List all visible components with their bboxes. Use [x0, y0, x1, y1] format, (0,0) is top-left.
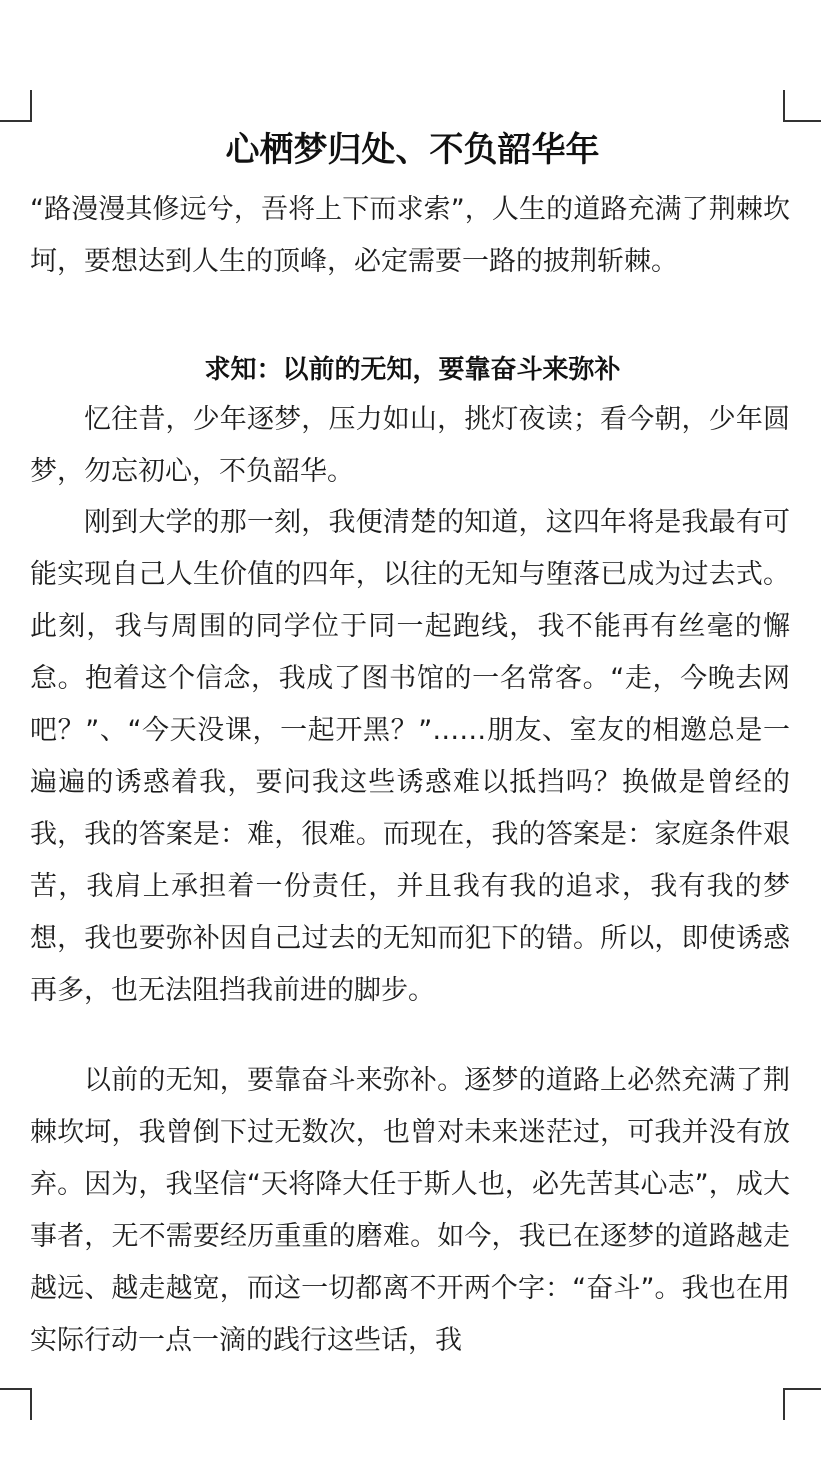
page-corner-mark-top-right [783, 90, 821, 122]
document-title: 心栖梦归处、不负韶华年 [225, 130, 600, 170]
intro-paragraph: “路漫漫其修远兮，吾将上下而求索”，人生的道路充满了荆棘坎坷，要想达到人生的顶峰，必定需要一路的披荆斩棘。 [30, 194, 790, 277]
page-corner-mark-top-left [0, 90, 32, 122]
body-paragraph-2: 刚到大学的那一刻，我便清楚的知道，这四年将是我最有可能实现自己人生价值的四年，以往的无知与堕落已成为过去式。此刻，我与周围的同学位于同一起跑线，我不能再有丝毫的懈怠。抱着这个信念，我成了图书馆的一名常客。“走，今晚去网吧？”、“今天没课，一起开黑？”……朋友、室友的相邀总是一遍遍的诱惑着我，要问我这些诱惑难以抵挡吗？换做是曾经的我，我的答案是：难，很难。而现在，我的答案是：家庭条件艰苦，我肩上承担着一份责任，并且我有我的追求，我有我的梦想，我也要弥补因自己过去的无知而犯下的错。所以，即使诱惑再多，也无法阻挡我前进的脚步。 [30, 507, 790, 1006]
page-corner-mark-bottom-right [783, 1388, 821, 1420]
page-corner-mark-bottom-left [0, 1388, 32, 1420]
body-paragraph-1: 忆往昔，少年逐梦，压力如山，挑灯夜读；看今朝，少年圆梦，勿忘初心，不负韶华。 [30, 404, 790, 487]
body-paragraph-3: 以前的无知，要靠奋斗来弥补。逐梦的道路上必然充满了荆棘坎坷，我曾倒下过无数次，也曾对未来迷茫过，可我并没有放弃。因为，我坚信“天将降大任于斯人也，必先苦其心志”，成大事者，无不需要经历重重的磨难。如今，我已在逐梦的道路越走越远、越走越宽，而这一切都离不开两个字：“奋斗”。我也在用实际行动一点一滴的践行这些话，我 [30, 1065, 790, 1356]
section-heading: 求知：以前的无知，要靠奋斗来弥补 [204, 355, 621, 385]
